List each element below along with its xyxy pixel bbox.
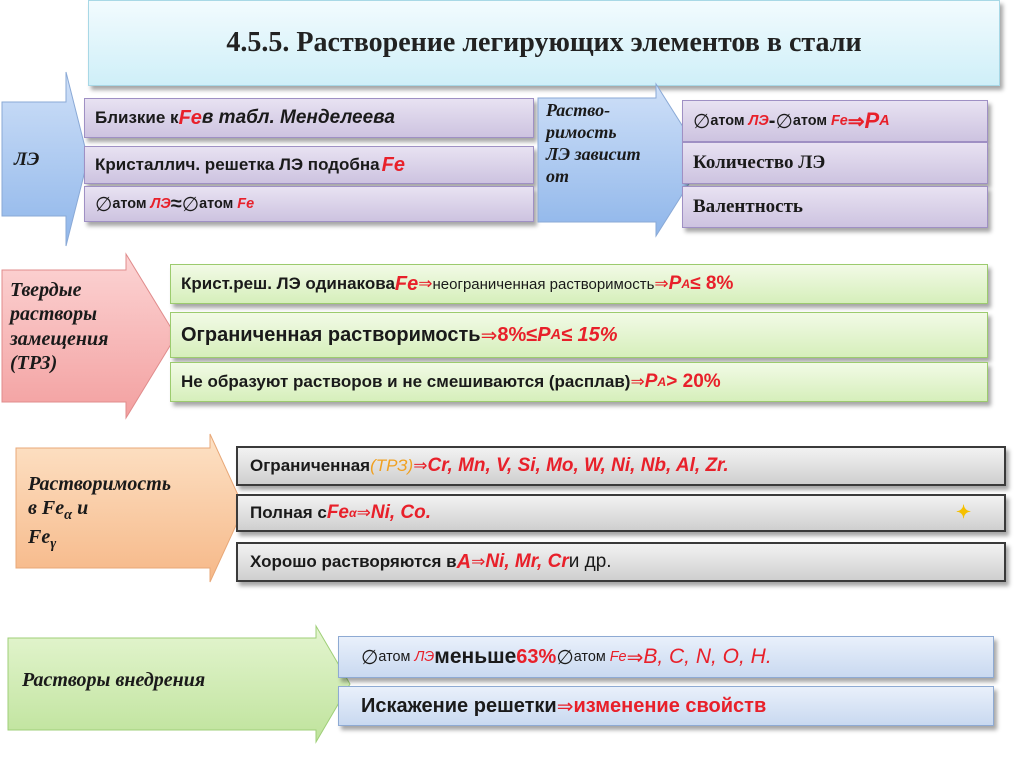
factor-quantity: Количество ЛЭ	[682, 142, 988, 184]
interstitial-label: Растворы внедрения	[22, 669, 206, 691]
trz-row-no-solution: Не образуют растворов и не смешиваются (расплав) ⇒ P A > 20%	[170, 362, 988, 402]
fe-row-limited: Ограниченная (ТРЗ) ⇒ Cr, Mn, V, Si, Mo, W, Ni, Nb, Al, Zr.	[236, 446, 1006, 486]
sparkle-icon: ✦	[956, 502, 972, 522]
le-row-atom-diameter: ∅ атом ЛЭ ≈ ∅ атом Fe	[84, 186, 534, 222]
le-row-crystal-lattice: Кристаллич. решетка ЛЭ подобна Fe	[84, 146, 534, 184]
solubility-fe-label: Растворимость в $Fe_\alpha$ и $Fe_\gamma$	[28, 473, 171, 553]
page-title	[88, 0, 1000, 86]
interstitial-row-distortion: Искажение решетки ⇒ изменение свойств	[338, 686, 994, 726]
trz-row-unlimited: Крист.реш. ЛЭ одинакова Fe ⇒ неограниченная растворимость ⇒ P A ≤ 8%	[170, 264, 988, 304]
fe-row-full: Полная с Fe α ⇒ Ni, Co. ✦	[236, 494, 1006, 532]
fe-row-dissolve-well: Хорошо растворяются в A ⇒ Ni, Mr, Cr и др.	[236, 542, 1006, 582]
factor-atom-size-diff: ∅ атом ЛЭ - ∅ атом Fe ⇒ P A	[682, 100, 988, 142]
page-title-text: 4.5.5. Растворение легирующих элементов в стали	[226, 27, 862, 58]
solubility-depends-label: Раство- римость ЛЭ зависит от	[546, 100, 641, 186]
le-row-close-in-table: Близкие к Fe в табл. Менделеева	[84, 98, 534, 138]
factor-valence: Валентность	[682, 186, 988, 228]
trz-arrow-label: Твердые растворы замещения (ТРЗ)	[10, 279, 109, 375]
le-arrow-label: ЛЭ	[14, 149, 40, 170]
interstitial-row-atom-size: ∅ атом ЛЭ меньше 63% ∅ атом Fe ⇒ B, C, N, O, H.	[338, 636, 994, 678]
trz-row-limited: Ограниченная растворимость ⇒ 8%≤ P A ≤ 15%	[170, 312, 988, 358]
